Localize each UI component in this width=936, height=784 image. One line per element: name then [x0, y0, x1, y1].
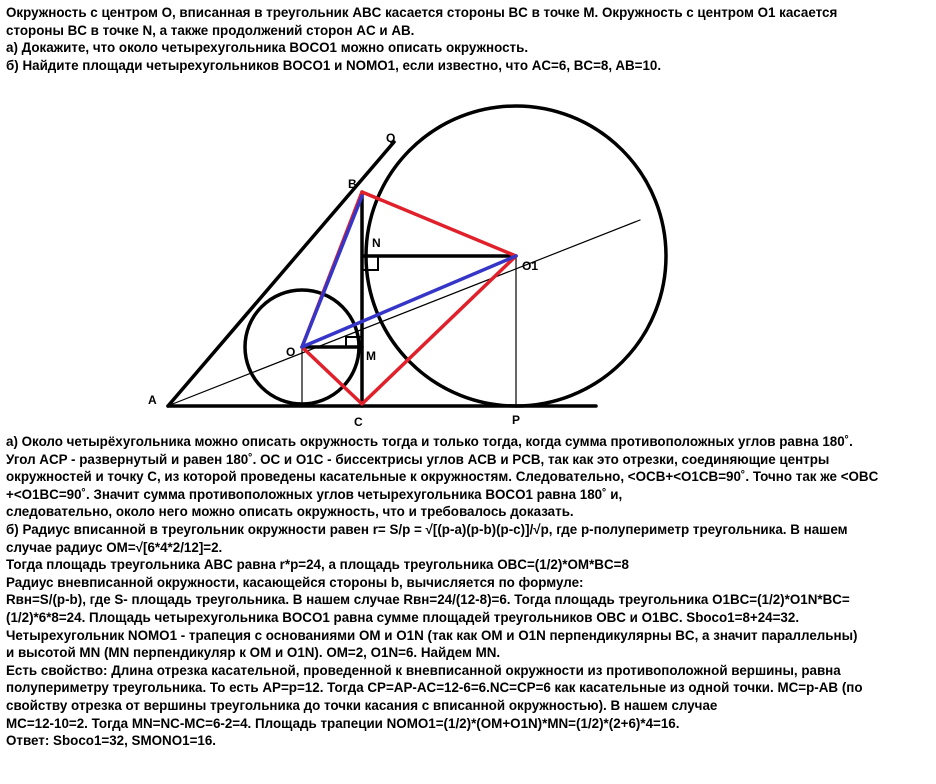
solution-line: Rвн=S/(p-b), где S- площадь треугольника. В нашем случае Rвн=24/(12-8)=6. Тогда площадь треугольника O1BC=(1/2)*O1N*BC= — [6, 592, 850, 608]
solution-text — [6, 433, 932, 750]
solution-line: MC=12-10=2. Тогда MN=NC-MC=6-2=4. Площадь трапеции NOMO1=(1/2)*(OM+O1N)*MN=(1/2)*(2+6)*4=16. — [6, 715, 680, 731]
solution-line: случае радиус OM=√[6*4*2/12]=2. — [6, 539, 223, 555]
problem-line: Окружность с центром О, вписанная в треугольник ABC касается стороны BC в точке M. Окружность с центром O1 касается — [6, 5, 838, 20]
solution-line: и высотой MN (MN перпендикуляр к OM и O1N). OM=2, O1N=6. Найдем MN. — [6, 645, 501, 661]
solution-line: Тогда площадь треугольника ABC равна r*p=24, а площадь треугольника OBC=(1/2)*OM*BC=8 — [6, 557, 629, 573]
solution-line: (1/2)*6*8=24. Площадь четырехугольника BOCO1 равна сумме площадей треугольников OBC и O1BC. Sboco1=8+24=32. — [6, 609, 800, 625]
bisector-line-a — [170, 220, 640, 405]
geometry-figure — [0, 100, 936, 430]
label-point-p: P — [512, 413, 521, 427]
label-point-m: M — [366, 349, 376, 363]
solution-line: Есть свойство: Длина отрезка касательной, проведенной к вневписанной окружности из противоположной вершины, равна — [6, 662, 841, 678]
label-point-c: C — [354, 415, 363, 429]
solution-line: окружностей и точку С, из которой проведены касательные к окружностям. Следовательно, <OCB+<O1CB=90˚. Точно так же <OBC — [6, 469, 879, 485]
problem-statement — [6, 4, 932, 74]
solution-line: свойству отрезка от вершины треугольника до точки касания с вписанной окружностью). В нашем случае — [6, 697, 718, 713]
solution-line: б) Радиус вписанной в треугольник окружности равен r= S/p = √[(p-a)(p-b)(p-c)]/√p, где р-полупериметр треугольника. В нашем — [6, 521, 848, 537]
solution-line: +<O1BC=90˚. Значит сумма противоположных углов четырехугольника BOCO1 равна 180˚ и, — [6, 486, 623, 502]
solution-line: Четырехугольник NOMO1 - трапеция с основаниями OM и O1N (так как OM и O1N перпендикулярны BC, а значит параллельны) — [6, 627, 858, 643]
problem-line: стороны BC в точке N, а также продолжений сторон AC и AB. — [6, 22, 415, 38]
solution-line: Радиус вневписанной окружности, касающейся стороны b, вычисляется по формуле: — [6, 574, 584, 590]
answer-line: Ответ: Sboco1=32, SMONO1=16. — [6, 733, 217, 749]
line-a-q — [168, 142, 394, 406]
label-point-n: N — [372, 236, 381, 250]
problem-part-b: б) Найдите площади четырехугольников BOCO1 и NOMO1, если известно, что AC=6, BC=8, AB=10. — [6, 57, 662, 73]
label-point-o1: O1 — [522, 259, 539, 273]
solution-line: Угол ACP - развернутый и равен 180˚. OC и O1C - биссектрисы углов ACB и PCB, так как это отрезки, соединяющие центры — [6, 451, 830, 467]
label-point-q: Q — [386, 131, 396, 145]
label-point-b: B — [348, 177, 357, 191]
solution-line: следовательно, около него можно описать окружность, что и требовалось доказать. — [6, 504, 574, 520]
label-point-o: O — [286, 345, 296, 359]
solution-line: а) Около четырёхугольника можно описать окружность тогда и только тогда, когда сумма противоположных углов равна 180˚. — [6, 434, 853, 449]
problem-part-a: а) Докажите, что около четырехугольника BOCO1 можно описать окружность. — [6, 40, 529, 56]
solution-line: полупериметру треугольника. То есть AP=p=12. Тогда CP=AP-AC=12-6=6.NC=CP=6 как касательные из одной точки. MC=p-AB (по — [6, 680, 863, 696]
label-point-a: A — [148, 393, 157, 407]
